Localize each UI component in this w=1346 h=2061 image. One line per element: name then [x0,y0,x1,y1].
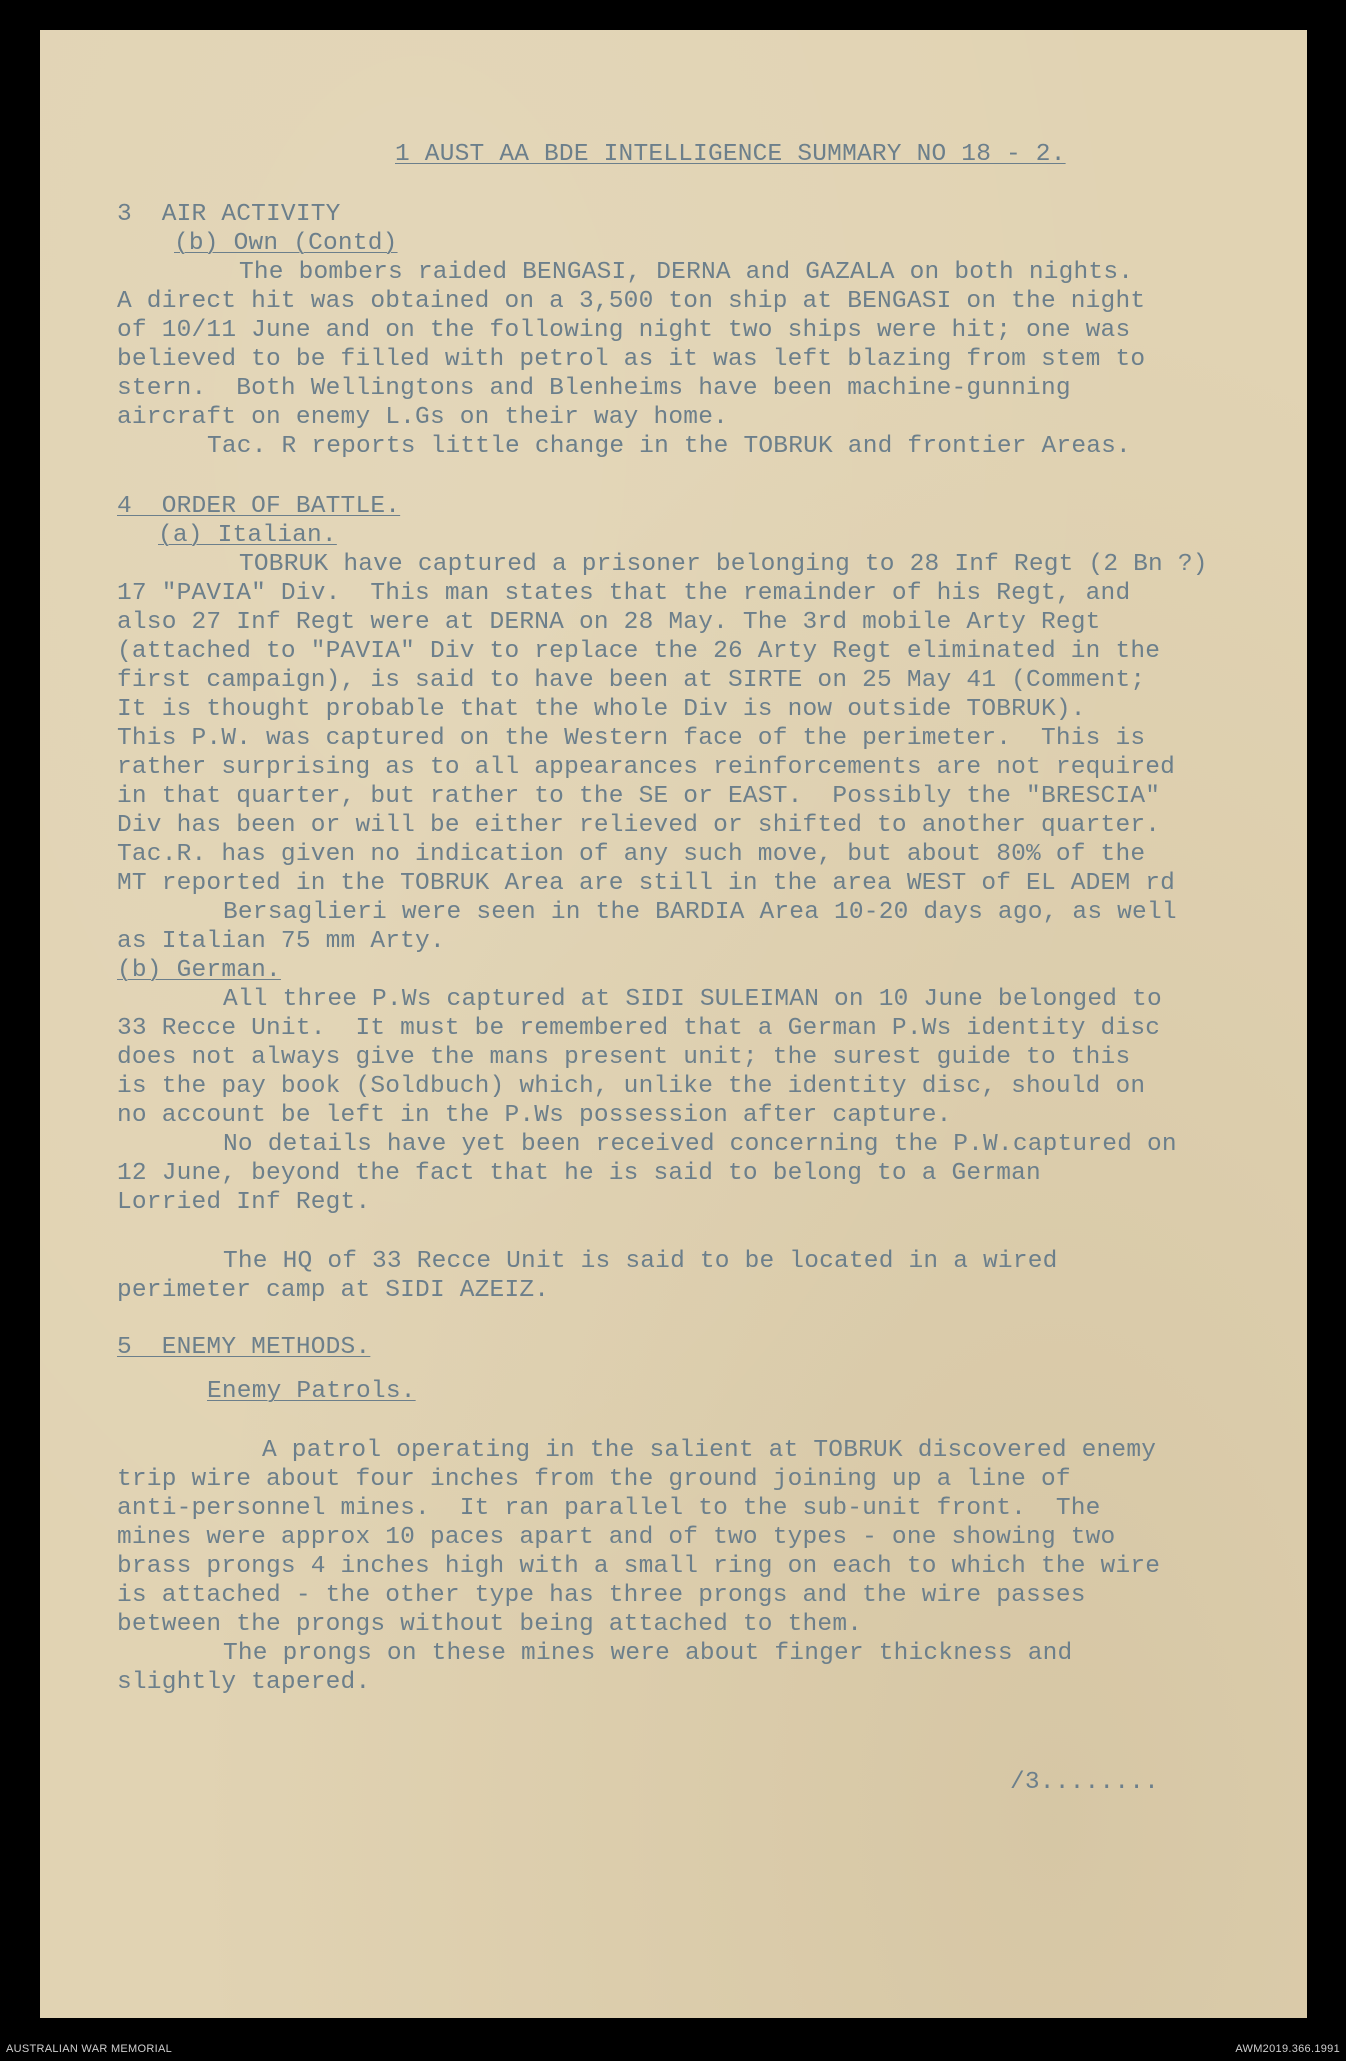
section4-b-line: 33 Recce Unit. It must be remembered that a German P.Ws identity disc [117,1015,1161,1042]
section5-line: trip wire about four inches from the ground joining up a line of [117,1466,1071,1493]
section5-heading: 5 ENEMY METHODS. [117,1334,371,1361]
section3-line: A direct hit was obtained on a 3,500 ton ship at BENGASI on the night [117,288,1146,315]
section5-line: anti-personnel mines. It ran parallel to the sub-unit front. The [117,1495,1101,1522]
section3-subheading: (b) Own (Contd) [174,230,398,257]
section4-b-line: 12 June, beyond the fact that he is said to belong to a German [117,1160,1041,1187]
section3-heading: 3 AIR ACTIVITY [117,201,341,228]
section4-b-line: is the pay book (Soldbuch) which, unlike the identity disc, should on [117,1073,1146,1100]
section4-sub-b: (b) German. [117,957,281,984]
section4-sub-a: (a) Italian. [158,522,337,549]
section5-line: The prongs on these mines were about finger thickness and [223,1640,1073,1667]
section3-line: aircraft on enemy L.Gs on their way home. [117,404,728,431]
footer-left-credit: AUSTRALIAN WAR MEMORIAL [6,2043,173,2055]
section5-line: A patrol operating in the salient at TOBRUK discovered enemy [262,1437,1157,1464]
section4-b-line: All three P.Ws captured at SIDI SULEIMAN on 10 June belonged to [223,986,1162,1013]
section5-line: slightly tapered. [117,1669,371,1696]
section3-line: of 10/11 June and on the following night two ships were hit; one was [117,317,1131,344]
section4-a-line: first campaign), is said to have been at SIRTE on 25 May 41 (Comment; [117,667,1146,694]
section4-a-line: 17 "PAVIA" Div. This man states that the remainder of his Regt, and [117,580,1131,607]
section3-line: believed to be filled with petrol as it was left blazing from stem to [117,346,1146,373]
section4-b-line: no account be left in the P.Ws possession after capture. [117,1102,952,1129]
section4-a-line: as Italian 75 mm Arty. [117,928,445,955]
section4-b-line: Lorried Inf Regt. [117,1189,371,1216]
section4-a-line: TOBRUK have captured a prisoner belonging to 28 Inf Regt (2 Bn ?) [239,551,1208,578]
section4-a-line: MT reported in the TOBRUK Area are still in the area WEST of EL ADEM rd [117,870,1176,897]
section5-line: brass prongs 4 inches high with a small ring on each to which the wire [117,1553,1161,1580]
section4-a-line: Div has been or will be either relieved or shifted to another quarter. [117,812,1161,839]
section4-heading: 4 ORDER OF BATTLE. [117,493,401,520]
section5-subheading: Enemy Patrols. [207,1378,416,1405]
section4-a-line: rather surprising as to all appearances reinforcements are not required [117,754,1176,781]
document-page [40,30,1307,2018]
section5-line: mines were approx 10 paces apart and of two types - one showing two [117,1524,1116,1551]
section4-a-line: Tac.R. has given no indication of any such move, but about 80% of the [117,841,1146,868]
section4-b-line: No details have yet been received concerning the P.W.captured on [223,1131,1177,1158]
footer-right-accession: AWM2019.366.1991 [1235,2043,1340,2055]
section4-b-line: The HQ of 33 Recce Unit is said to be located in a wired [223,1248,1058,1275]
section4-a-line: in that quarter, but rather to the SE or EAST. Possibly the "BRESCIA" [117,783,1161,810]
section5-line: between the prongs without being attached to them. [117,1611,863,1638]
section4-a-line: This P.W. was captured on the Western face of the perimeter. This is [117,725,1146,752]
section3-line: The bombers raided BENGASI, DERNA and GAZALA on both nights. [239,259,1134,286]
section4-a-line: It is thought probable that the whole Div is now outside TOBRUK). [117,696,1086,723]
section3-line: Tac. R reports little change in the TOBRUK and frontier Areas. [207,433,1131,460]
continuation-marker: /3........ [1010,1769,1160,1796]
section5-line: is attached - the other type has three prongs and the wire passes [117,1582,1086,1609]
section4-b-line: perimeter camp at SIDI AZEIZ. [117,1277,550,1304]
section4-a-line: Bersaglieri were seen in the BARDIA Area 10-20 days ago, as well [223,899,1177,926]
section4-a-line: also 27 Inf Regt were at DERNA on 28 May. The 3rd mobile Arty Regt [117,609,1101,636]
section4-a-line: (attached to "PAVIA" Div to replace the 26 Arty Regt eliminated in the [117,638,1161,665]
document-title: 1 AUST AA BDE INTELLIGENCE SUMMARY NO 18 - 2. [395,141,1066,168]
section4-b-line: does not always give the mans present unit; the surest guide to this [117,1044,1131,1071]
section3-line: stern. Both Wellingtons and Blenheims have been machine-gunning [117,375,1071,402]
